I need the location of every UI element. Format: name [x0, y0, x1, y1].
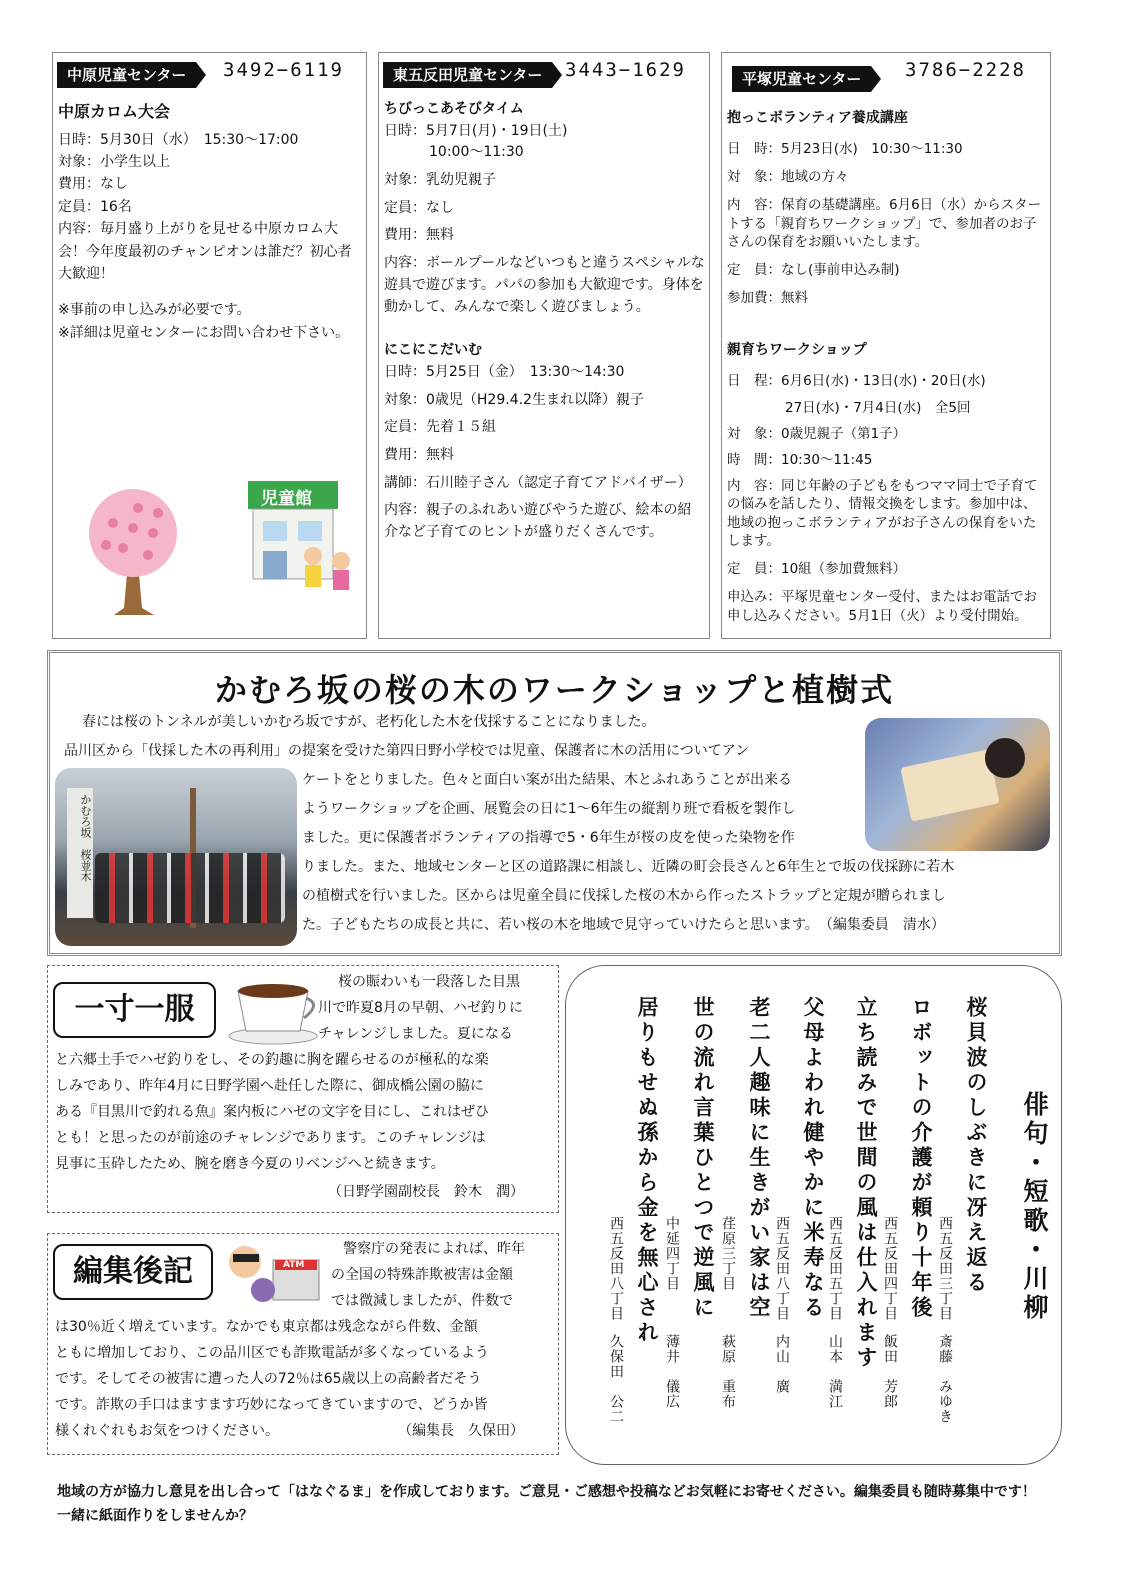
event-line: 定 員：10組（参加費無料） — [727, 561, 907, 578]
poet-address: 西五反田八丁目 — [774, 1216, 790, 1321]
article-line: ました。更に保護者ボランティアの指導で5・6年生が桜の皮を使った染物を作 — [302, 830, 795, 846]
haiku-address — [718, 1216, 738, 1291]
higashigotanda-header — [383, 61, 552, 89]
event-note: ※詳細は児童センターにお問い合わせ下さい。 — [58, 324, 350, 341]
event-title: ちびっこあそびタイム — [384, 101, 524, 117]
event-line: 対象：乳幼児親子 — [384, 172, 496, 189]
haiku-poem — [744, 996, 774, 1321]
event-line: 定員：先着１５組 — [384, 419, 496, 436]
event-line: 定 員：なし(事前申込み制) — [727, 261, 900, 278]
event-line: 内容：毎月盛り上がりを見せる中原カロム大会！今年度最初のチャンピオンは誰だ？初心者大歓迎！ — [58, 221, 352, 282]
haiku-author — [880, 1334, 900, 1409]
haiku-author — [718, 1334, 738, 1409]
poem-text: 居りもせぬ孫から金を無心され — [635, 996, 660, 1346]
event-line: 費用：なし — [58, 176, 128, 193]
center-name: 平塚児童センター — [732, 66, 871, 92]
poem-text: 老二人趣味に生きがい家は空 — [747, 996, 772, 1321]
haiku-author — [935, 1334, 955, 1424]
column-line: と六郷土手でハゼ釣りをし、その釣趣に胸を躍らせるのが極私的な楽 — [55, 1052, 489, 1068]
cherry-tree-illustration — [78, 483, 188, 618]
event-line: 日時：5月7日(月)・19日(土) — [384, 122, 568, 139]
higashigotanda-content — [384, 99, 705, 544]
higashigotanda-center-box — [378, 52, 710, 639]
event-line: 日時：5月25日（金） 13:30〜14:30 — [384, 363, 625, 380]
article-line: の植樹式を行いました。区からは児童全員に伐採した桜の木から作ったストラップと定規が贈られまし — [302, 888, 946, 904]
poet-address: 荏原三丁目 — [720, 1216, 736, 1291]
event-title: 中原カロム大会 — [58, 102, 171, 121]
poet-name: 久保田 公二 — [608, 1334, 624, 1424]
haiku-author — [606, 1334, 626, 1424]
column-line: しみであり、昨年4月に日野学園へ赴任した際に、御成橋公園の脇に — [55, 1078, 484, 1094]
event-line: 内容：ボールプールなどいつもと違うスペシャルな遊具で遊びます。パパの参加も大歓迎です。身体を動かして、みんなで楽しく遊びましょう。 — [384, 255, 705, 315]
event-line: 内容：親子のふれあい遊びやうた遊び、絵本の紹介など子育てのヒントが盛りだくさんです。 — [384, 502, 692, 540]
hiratsuka-header — [732, 65, 871, 93]
haiku-heading — [1016, 1091, 1052, 1323]
event-line: 時 間：10:30〜11:45 — [727, 451, 873, 468]
poet-address: 西五反田五丁目 — [827, 1216, 843, 1321]
postscript-label: 編集後記 — [53, 1244, 213, 1300]
haiku-address — [880, 1216, 900, 1321]
event-line: 対象：0歳児（H29.4.2生まれ以降）親子 — [384, 391, 644, 408]
poet-address: 西五反田八丁目 — [608, 1216, 624, 1321]
nakahara-content — [58, 99, 362, 344]
haiku-poem — [851, 996, 881, 1371]
column-line: ある『目黒川で釣れる魚』案内板にハゼの文字を目にし、これはぜひ — [55, 1104, 489, 1120]
haiku-box — [565, 965, 1062, 1465]
article-line: 品川区から「伐採した木の再利用」の提案を受けた第四日野小学校では児童、保護者に木の活用についてアン — [64, 743, 750, 759]
poet-address: 西五反田三丁目 — [937, 1216, 953, 1321]
nakahara-header — [57, 61, 196, 89]
poet-name: 斎藤 みゆき — [937, 1334, 953, 1424]
postscript-line: です。詐欺の手口はますます巧妙になってきていますので、どうか皆 — [55, 1397, 488, 1413]
haiku-author — [772, 1334, 792, 1394]
haiku-poem — [906, 996, 936, 1321]
event-title: 親育ちワークショップ — [727, 342, 867, 359]
event-line: 日 時：5月23日(水) 10:30〜11:30 — [727, 140, 963, 157]
postscript-line: の全国の特殊詐欺被害は金額 — [331, 1267, 513, 1283]
event-line: 費用：無料 — [384, 446, 454, 463]
poet-name: 飯田 芳郎 — [882, 1334, 898, 1409]
center-name: 中原児童センター — [57, 62, 196, 88]
editor-postscript-box — [47, 1233, 559, 1455]
column-line: とも！と思ったのが前途のチャレンジであります。このチャレンジは — [55, 1130, 486, 1146]
poet-address: 西五反田四丁目 — [882, 1216, 898, 1321]
haiku-heading-text: 俳句・短歌・川柳 — [1020, 1091, 1049, 1323]
haiku-address — [606, 1216, 626, 1321]
event-line: 日 程：6月6日(水)・13日(水)・20日(水) — [727, 373, 986, 390]
child-figure — [985, 738, 1025, 778]
center-tel: 3492−6119 — [223, 59, 344, 81]
postscript-line: ともに増加しており、この品川区でも詐欺電話が多くなっているよう — [55, 1345, 489, 1361]
coffee-cup-icon — [228, 976, 323, 1046]
event-line: 参加費：無料 — [727, 290, 808, 307]
column-label: 一寸一服 — [53, 982, 216, 1038]
column-line: チャレンジしました。夏になる — [318, 1026, 513, 1042]
event-line: 費用：無料 — [384, 227, 454, 244]
column-line: 川で昨夏8月の早朝、ハゼ釣りに — [318, 1000, 523, 1016]
haiku-address — [935, 1216, 955, 1321]
event-title: にこにこだいむ — [384, 342, 482, 359]
event-line: 日時：5月30日（水） 15:30〜17:00 — [58, 131, 299, 148]
children-hall-illustration — [243, 481, 358, 596]
haiku-poem — [632, 996, 662, 1346]
phone-fraud-icon — [223, 1240, 323, 1308]
center-tel: 3786−2228 — [905, 59, 1026, 81]
center-name: 東五反田児童センター — [383, 62, 552, 88]
hiratsuka-content — [727, 109, 1046, 625]
postscript-signature: （編集長 久保田） — [398, 1423, 524, 1439]
article-line: た。子どもたちの成長と共に、若い桜の木を地域で見守っていけたらと思います。 （編集委員 清水） — [302, 917, 945, 933]
haiku-poem — [688, 996, 718, 1321]
hiratsuka-center-box — [721, 52, 1051, 639]
workshop-photo — [865, 718, 1050, 851]
postscript-line: 警察庁の発表によれば、昨年 — [343, 1241, 525, 1257]
poem-text: 父母よわれ健やかに米寿なる — [801, 996, 826, 1321]
poet-address: 中延四丁目 — [664, 1216, 680, 1291]
poet-name: 山本 満江 — [827, 1334, 843, 1409]
haiku-poem — [798, 996, 828, 1321]
haiku-address — [772, 1216, 792, 1321]
sakura-workshop-article — [47, 650, 1062, 956]
column-box — [47, 965, 559, 1213]
poem-text: 桜貝波のしぶきに冴え返る — [964, 996, 989, 1296]
postscript-line: 様くれぐれもお気をつけください。 — [55, 1423, 279, 1439]
poet-name: 内山 廣 — [774, 1334, 790, 1394]
column-signature: （日野学園副校長 鈴木 潤） — [328, 1184, 524, 1200]
event-line: 定員：なし — [384, 199, 454, 216]
footer-note: 地域の方が協力し意見を出し合って「はなぐるま」を作成しております。ご意見・ご感想や投稿などお気軽にお寄せください。編集委員も随時募集中です！一緒に紙面作りをしませんか？ — [57, 1484, 1036, 1524]
fraud-illustration — [223, 1240, 323, 1308]
postscript-line: では微減しましたが、件数で — [331, 1293, 513, 1309]
column-line: 見事に玉砕したため、腕を磨き今夏のリベンジへと続きます。 — [55, 1156, 445, 1172]
atm-label: ATM — [283, 1260, 305, 1270]
poet-name: 薄井 儀広 — [664, 1334, 680, 1409]
column-line: 桜の賑わいも一段落した目黒 — [338, 974, 520, 990]
event-line: 対象：小学生以上 — [58, 153, 170, 170]
haiku-address — [825, 1216, 845, 1321]
article-line: ようワークショップを企画、展覧会の日に1〜6年生の縦割り班で看板を製作し — [302, 801, 796, 817]
haiku-address — [662, 1216, 682, 1291]
postscript-line: は30％近く増えています。なかでも東京都は残念ながら件数、金額 — [55, 1319, 478, 1335]
event-line: 10:00〜11:30 — [429, 144, 524, 161]
event-line: 申込み：平塚児童センター受付、またはお電話でお申し込みください。5月1日（火）より受付開始。 — [727, 589, 1037, 624]
event-line: 27日(水)・7月4日(水) 全5回 — [785, 399, 971, 416]
poem-text: ロボットの介護が頼り十年後 — [909, 996, 934, 1321]
haiku-poem — [961, 996, 991, 1296]
event-note: ※事前の申し込みが必要です。 — [58, 302, 251, 319]
event-title: 抱っこボランティア養成講座 — [727, 110, 908, 126]
people-group — [95, 853, 285, 923]
article-line: りました。また、地域センターと区の道路課に相談し、近隣の町会長さんと6年生とで坂の伐採跡に若木 — [302, 859, 955, 875]
center-tel: 3443−1629 — [565, 59, 686, 81]
planting-ceremony-photo — [55, 768, 297, 946]
photo-sign: かむろ坂 桜並木 — [67, 788, 93, 918]
event-line: 講師：石川睦子さん（認定子育てアドバイザー） — [384, 474, 692, 491]
article-line: ケートをとりました。色々と面白い案が出た結果、木とふれあうことが出来る — [302, 772, 792, 788]
event-line: 対 象：地域の方々 — [727, 169, 849, 186]
nakahara-center-box — [52, 52, 367, 639]
haiku-author — [662, 1334, 682, 1409]
event-line: 定員：16名 — [58, 198, 132, 215]
article-line: 春には桜のトンネルが美しいかむろ坂ですが、老朽化した木を伐採することになりました。 — [82, 714, 656, 730]
postscript-line: です。そしてその被害に遭った人の72％は65歳以上の高齢者だそう — [55, 1371, 482, 1387]
event-line: 内 容：保育の基礎講座。6月6日（水）からスタートする「親育ちワークショップ」で、参加者のお子さんの保育をお願いいたします。 — [727, 197, 1042, 250]
children-hall-sign: 児童館 — [261, 489, 312, 509]
poem-text: 世の流れ言葉ひとつで逆風に — [691, 996, 716, 1321]
event-line: 内 容：同じ年齢の子どもをもつママ同士で子育ての悩みを話したり、情報交換をします。参加中は、地域の抱っこボランティアがお子さんの保育をいたします。 — [727, 478, 1038, 549]
article-title: かむろ坂の桜の木のワークショップと植樹式 — [214, 671, 895, 709]
event-line: 対 象：0歳児親子（第1子） — [727, 425, 907, 442]
haiku-author — [825, 1334, 845, 1409]
poet-name: 萩原 重布 — [720, 1334, 736, 1409]
poem-text: 立ち読みで世間の風は仕入れます — [854, 996, 879, 1371]
